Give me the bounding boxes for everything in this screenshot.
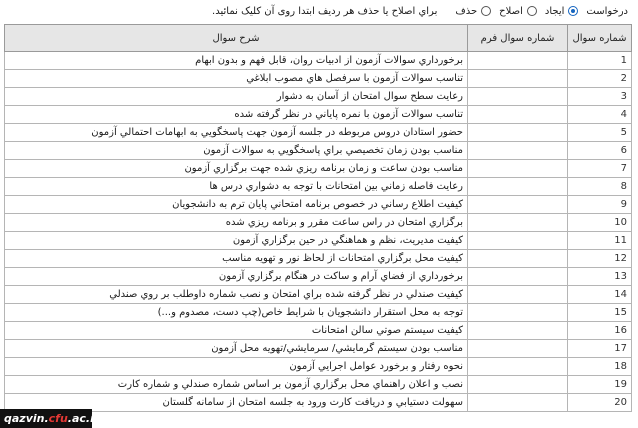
question-description-cell: مناسب بودن ساعت و زمان برنامه ريزي شده جهت برگزاري آزمون — [5, 160, 468, 178]
question-description-cell: رعايت فاصله زماني بين امتحانات با توجه به دشواري درس ها — [5, 178, 468, 196]
form-question-number-cell — [468, 268, 568, 286]
header-question-number: شماره سوال — [568, 25, 632, 52]
table-row[interactable] — [5, 178, 632, 196]
question-description-cell: كيفيت سيستم صوتي سالن امتحانات — [5, 322, 468, 340]
question-number-cell: 1 — [568, 52, 632, 70]
table-row[interactable] — [5, 142, 632, 160]
table-row[interactable] — [5, 340, 632, 358]
question-description-cell: مناسب بودن سيستم گرمايشي/ سرمايشي/تهويه محل آزمون — [5, 340, 468, 358]
table-row[interactable] — [5, 322, 632, 340]
form-question-number-cell — [468, 340, 568, 358]
header-question-description: شرح سوال — [5, 25, 468, 52]
question-description-cell: تناسب سوالات آزمون با نمره پاياني در نظر گرفته شده — [5, 106, 468, 124]
form-question-number-cell — [468, 250, 568, 268]
table-row[interactable] — [5, 160, 632, 178]
radio-delete-label: حذف — [455, 5, 478, 17]
table-row[interactable] — [5, 52, 632, 70]
form-question-number-cell — [468, 286, 568, 304]
form-question-number-cell — [468, 196, 568, 214]
radio-edit-icon[interactable] — [527, 6, 537, 16]
question-number-cell: 18 — [568, 358, 632, 376]
form-question-number-cell — [468, 376, 568, 394]
question-number-cell: 15 — [568, 304, 632, 322]
form-question-number-cell — [468, 232, 568, 250]
question-description-cell: رعايت سطح سوال امتحان از آسان به دشوار — [5, 88, 468, 106]
question-description-cell: حضور استادان دروس مربوطه در جلسه آزمون جهت پاسخگويي به ابهامات احتمالي آزمون — [5, 124, 468, 142]
table-row[interactable] — [5, 70, 632, 88]
table-body — [5, 52, 632, 412]
question-number-cell: 4 — [568, 106, 632, 124]
request-toolbar — [0, 0, 638, 22]
form-question-number-cell — [468, 142, 568, 160]
form-question-number-cell — [468, 106, 568, 124]
question-number-cell: 17 — [568, 340, 632, 358]
question-description-cell: برگزاري امتحان در راس ساعت مقرر و برنامه ريزي شده — [5, 214, 468, 232]
site-logo — [0, 409, 100, 428]
question-number-cell: 9 — [568, 196, 632, 214]
logo-text-1: qazvin. — [4, 412, 49, 425]
question-number-cell: 8 — [568, 178, 632, 196]
request-label: درخواست — [586, 5, 628, 17]
table-row[interactable] — [5, 196, 632, 214]
question-number-cell: 10 — [568, 214, 632, 232]
question-number-cell: 6 — [568, 142, 632, 160]
question-number-cell: 11 — [568, 232, 632, 250]
logo-text-3: .ac.ir — [67, 412, 100, 425]
form-question-number-cell — [468, 322, 568, 340]
question-description-cell: كيفيت محل برگزاري امتحانات از لحاظ نور و تهويه مناسب — [5, 250, 468, 268]
question-description-cell: تناسب سوالات آزمون با سرفصل هاي مصوب ابلاغي — [5, 70, 468, 88]
instruction-hint: براي اصلاح يا حذف هر رديف ابتدا روی آن کليک نمائيد. — [212, 5, 438, 17]
question-description-cell: كيفيت مديريت، نظم و هماهنگي در حين برگزاري آزمون — [5, 232, 468, 250]
question-number-cell: 20 — [568, 394, 632, 412]
table-row[interactable] — [5, 88, 632, 106]
form-question-number-cell — [468, 52, 568, 70]
radio-delete-icon[interactable] — [481, 6, 491, 16]
question-number-cell: 12 — [568, 250, 632, 268]
form-question-number-cell — [468, 214, 568, 232]
table-row[interactable] — [5, 268, 632, 286]
table-row[interactable] — [5, 358, 632, 376]
question-description-cell: توجه به محل استقرار دانشجويان با شرايط خاص(چپ دست، مصدوم و...) — [5, 304, 468, 322]
radio-create-label: ایجاد — [544, 5, 565, 17]
table-row[interactable] — [5, 286, 632, 304]
question-number-cell: 16 — [568, 322, 632, 340]
form-question-number-cell — [468, 88, 568, 106]
form-question-number-cell — [468, 178, 568, 196]
radio-edit[interactable] — [499, 6, 537, 17]
form-question-number-cell — [468, 304, 568, 322]
question-description-cell: نحوه رفتار و برخورد عوامل اجرايي آزمون — [5, 358, 468, 376]
questions-table — [4, 24, 632, 412]
question-description-cell: كيفيت اطلاع رساني در خصوص برنامه امتحاني پايان ترم به دانشجويان — [5, 196, 468, 214]
form-question-number-cell — [468, 160, 568, 178]
question-description-cell: مناسب بودن زمان تخصيصي براي پاسخگويي به سوالات آزمون — [5, 142, 468, 160]
table-row[interactable] — [5, 304, 632, 322]
table-row[interactable] — [5, 214, 632, 232]
table-row[interactable] — [5, 394, 632, 412]
logo-text-2: cfu — [48, 412, 68, 425]
question-number-cell: 3 — [568, 88, 632, 106]
form-question-number-cell — [468, 358, 568, 376]
question-number-cell: 13 — [568, 268, 632, 286]
form-question-number-cell — [468, 124, 568, 142]
question-description-cell: برخورداري سوالات آزمون از ادبيات روان، قابل فهم و بدون ابهام — [5, 52, 468, 70]
table-header-row — [5, 25, 632, 52]
question-description-cell: نصب و اعلان راهنماي محل برگزاري آزمون بر اساس شماره صندلي و شماره كارت — [5, 376, 468, 394]
question-description-cell: كيفيت صندلي در نظر گرفته شده براي امتحان و نصب شماره داوطلب بر روي صندلي — [5, 286, 468, 304]
table-row[interactable] — [5, 232, 632, 250]
form-question-number-cell — [468, 394, 568, 412]
question-description-cell: سهولت دستيابي و دريافت كارت ورود به جلسه امتحان از سامانه گلستان — [5, 394, 468, 412]
radio-delete[interactable] — [455, 6, 491, 17]
form-question-number-cell — [468, 70, 568, 88]
table-row[interactable] — [5, 106, 632, 124]
header-form-question-number: شماره سوال فرم — [468, 25, 568, 52]
question-number-cell: 5 — [568, 124, 632, 142]
question-number-cell: 7 — [568, 160, 632, 178]
question-number-cell: 14 — [568, 286, 632, 304]
table-row[interactable] — [5, 250, 632, 268]
table-row[interactable] — [5, 124, 632, 142]
question-description-cell: برخورداري از فضاي آرام و ساكت در هنگام برگزاري آزمون — [5, 268, 468, 286]
question-number-cell: 19 — [568, 376, 632, 394]
radio-edit-label: اصلاح — [499, 5, 523, 17]
radio-create-icon[interactable] — [568, 6, 578, 16]
radio-create[interactable] — [545, 6, 579, 17]
question-number-cell: 2 — [568, 70, 632, 88]
table-row[interactable] — [5, 376, 632, 394]
